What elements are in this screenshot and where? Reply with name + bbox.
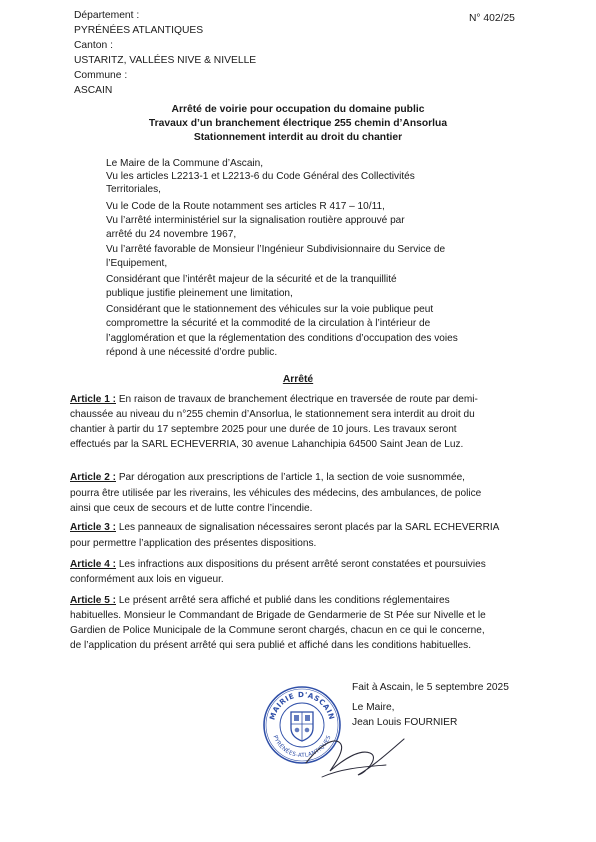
article-label: Article 1 :	[70, 394, 116, 405]
article-label: Article 5 :	[70, 595, 116, 606]
article-text: chaussée au niveau du n°255 chemin d’Ansorlua, le stationnement sera interdit au droit du	[70, 409, 475, 420]
article-5-line-1	[70, 594, 450, 608]
article-2-line-1	[70, 471, 465, 485]
svg-text:MAIRIE D'ASCAIN: MAIRIE D'ASCAIN	[267, 689, 337, 721]
svg-text:PYRÉNÉES-ATLANTIQUES: PYRÉNÉES-ATLANTIQUES	[271, 734, 333, 760]
title-line-2: Travaux d’un branchement électrique 255 chemin d’Ansorlua	[148, 118, 448, 129]
considerant-line: Considérant que le stationnement des véhicules sur la voie publique peut	[106, 304, 434, 315]
title-line-3: Stationnement interdit au droit du chantier	[193, 132, 403, 143]
article-label: Article 2 :	[70, 472, 116, 483]
considerant-line: Vu l’arrêté interministériel sur la signalisation routière approuvé par	[106, 215, 405, 226]
commune-label: Commune :	[74, 70, 128, 81]
decree-number: N° 402/25	[469, 13, 515, 24]
considerant-line: publique justifie pleinement une limitation,	[106, 288, 293, 299]
article-label: Article 4 :	[70, 559, 116, 570]
article-3-line-1	[70, 521, 499, 535]
commune-value: ASCAIN	[74, 85, 113, 96]
considerant-line: Considérant que l’intérêt majeur de la sécurité et de la tranquillité	[106, 274, 397, 285]
considerant-line: l’agglomération et que la réglementation des conditions d’occupation des voies	[106, 333, 458, 344]
place-date: Fait à Ascain, le 5 septembre 2025	[352, 682, 509, 693]
mayor-name: Jean Louis FOURNIER	[352, 717, 458, 728]
considerant-line: répond à une nécessité d’ordre public.	[106, 347, 278, 358]
article-text: pourra être utilisée par les riverains, les véhicules des médecins, des ambulances, de police	[70, 488, 482, 499]
article-text: En raison de travaux de branchement électrique en traversée de route par demi-	[118, 394, 478, 405]
arrete-heading: Arrêté	[282, 374, 314, 385]
mayor-role: Le Maire,	[352, 702, 395, 713]
considerant-line: Vu les articles L2213-1 et L2213-6 du Code Général des Collectivités	[106, 171, 415, 182]
article-text: conformément aux lois en vigueur.	[70, 574, 224, 585]
article-text: chantier à partir du 17 septembre 2025 pour une durée de 10 jours. Les travaux seront	[70, 424, 457, 435]
title-line-1: Arrêté de voirie pour occupation du domaine public	[171, 104, 425, 115]
article-1-line-1	[70, 393, 478, 407]
article-text: habituelles. Monsieur le Commandant de Brigade de Gendarmerie de St Pée sur Nivelle et le	[70, 610, 486, 621]
considerant-line: Territoriales,	[106, 184, 161, 195]
considerant-line: Vu l’arrêté favorable de Monsieur l’Ingénieur Subdivisionnaire du Service de	[106, 244, 446, 255]
department-label: Département :	[74, 10, 140, 21]
article-text: de l’application du présent arrêté qui sera publié et affiché dans les conditions habituelles.	[70, 640, 472, 651]
canton-label: Canton :	[74, 40, 113, 51]
article-label: Article 3 :	[70, 522, 116, 533]
mayor-signature	[300, 715, 420, 781]
article-text: Par dérogation aux prescriptions de l’article 1, la section de voie susnommée,	[118, 472, 465, 483]
article-text: Le présent arrêté sera affiché et publié dans les conditions réglementaires	[118, 595, 450, 606]
article-text: Les panneaux de signalisation nécessaires seront placés par la SARL ECHEVERRIA	[118, 522, 500, 533]
considerant-line: Le Maire de la Commune d’Ascain,	[106, 158, 264, 169]
article-4-line-1	[70, 558, 486, 572]
canton-value: USTARITZ, VALLÉES NIVE & NIVELLE	[74, 55, 257, 66]
department-value: PYRÉNÉES ATLANTIQUES	[74, 25, 204, 36]
considerant-line: arrêté du 24 novembre 1967,	[106, 229, 237, 240]
article-text: ainsi que ceux de secours et de lutte contre l’incendie.	[70, 503, 313, 514]
considerant-line: l’Equipement,	[106, 258, 168, 269]
considerant-line: compromettre la sécurité et la commodité de la circulation à l’intérieur de	[106, 318, 431, 329]
article-text: pour permettre l’application des présentes dispositions.	[70, 538, 317, 549]
considerant-line: Vu le Code de la Route notamment ses articles R 417 – 10/11,	[106, 201, 385, 212]
article-text: Gardien de Police Municipale de la Commune seront chargés, chacun en ce qui le concerne,	[70, 625, 485, 636]
article-text: Les infractions aux dispositions du présent arrêté seront constatées et poursuivies	[118, 559, 486, 570]
article-text: effectués par la SARL ECHEVERRIA, 30 avenue Lahanchipia 64500 Saint Jean de Luz.	[70, 439, 464, 450]
